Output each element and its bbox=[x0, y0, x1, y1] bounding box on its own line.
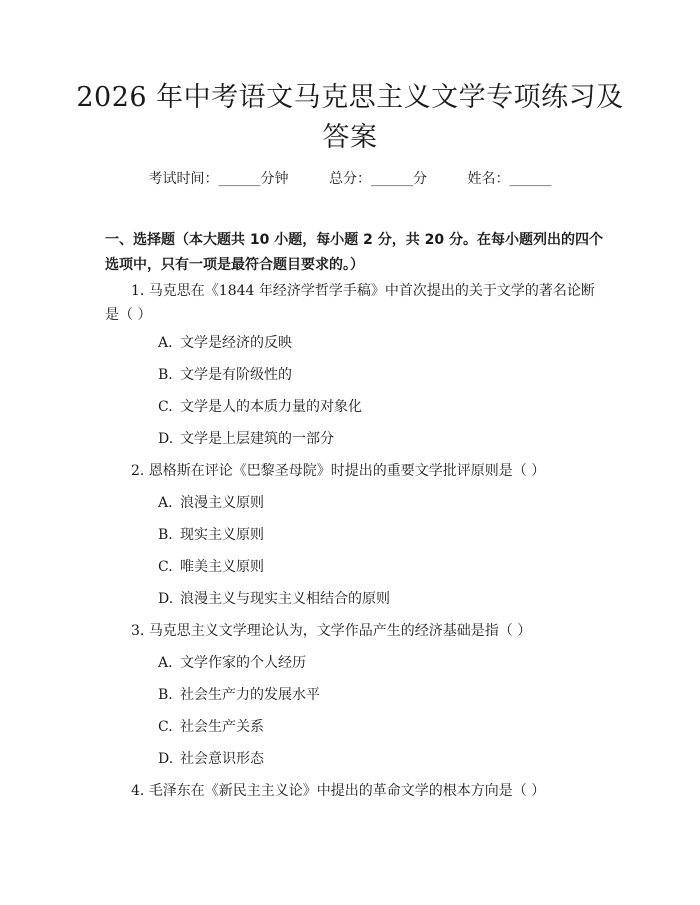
option-text: 唯美主义原则 bbox=[180, 559, 264, 575]
question-text: 马克思在《1844 年经济学哲学手稿》中首次提出的关于文学的著名论断是（ ） bbox=[105, 283, 595, 323]
option-3b bbox=[158, 685, 320, 705]
option-1d bbox=[158, 429, 334, 449]
question-4 bbox=[105, 779, 605, 803]
option-letter: D. bbox=[158, 751, 174, 767]
option-text: 文学是有阶级性的 bbox=[180, 367, 292, 383]
total-score: 总分：______分 bbox=[329, 171, 427, 187]
option-text: 浪漫主义原则 bbox=[180, 495, 264, 511]
option-text: 社会意识形态 bbox=[180, 751, 264, 767]
exam-meta bbox=[0, 168, 700, 188]
title-line-2: 答案 bbox=[322, 122, 378, 153]
option-text: 文学是经济的反映 bbox=[180, 335, 292, 351]
question-1 bbox=[105, 279, 605, 327]
option-1b bbox=[158, 365, 292, 385]
option-letter: A. bbox=[158, 335, 173, 351]
question-number: 4. bbox=[131, 783, 145, 799]
question-3 bbox=[105, 619, 605, 643]
option-text: 浪漫主义与现实主义相结合的原则 bbox=[180, 591, 390, 607]
option-text: 现实主义原则 bbox=[180, 527, 264, 543]
option-text: 社会生产力的发展水平 bbox=[180, 687, 320, 703]
option-3d bbox=[158, 749, 264, 769]
option-text: 文学是人的本质力量的对象化 bbox=[180, 399, 362, 415]
option-letter: A. bbox=[158, 655, 173, 671]
question-number: 3. bbox=[131, 623, 145, 639]
title-line-1: 2026 年中考语文马克思主义文学专项练习及 bbox=[76, 82, 624, 113]
option-letter: C. bbox=[158, 719, 173, 735]
option-3a bbox=[158, 653, 306, 673]
option-text: 社会生产关系 bbox=[180, 719, 264, 735]
option-text: 文学是上层建筑的一部分 bbox=[180, 431, 334, 447]
option-3c bbox=[158, 717, 264, 737]
question-2 bbox=[105, 459, 605, 483]
question-number: 2. bbox=[131, 463, 145, 479]
question-text: 马克思主义文学理论认为，文学作品产生的经济基础是指（ ） bbox=[148, 623, 532, 639]
question-number: 1. bbox=[131, 283, 145, 299]
option-text: 文学作家的个人经历 bbox=[180, 655, 306, 671]
option-letter: C. bbox=[158, 559, 173, 575]
option-letter: C. bbox=[158, 399, 173, 415]
option-letter: D. bbox=[158, 591, 174, 607]
question-text: 恩格斯在评论《巴黎圣母院》时提出的重要文学批评原则是（ ） bbox=[148, 463, 546, 479]
option-letter: A. bbox=[158, 495, 173, 511]
option-letter: B. bbox=[158, 527, 173, 543]
option-letter: B. bbox=[158, 687, 173, 703]
option-2c bbox=[158, 557, 264, 577]
exam-time: 考试时间：______分钟 bbox=[148, 171, 289, 187]
option-letter: B. bbox=[158, 367, 173, 383]
section-heading: 一、选择题（本大题共 10 小题，每小题 2 分，共 20 分。在每小题列出的四个选项中，只有一项是最符合题目要求的。） bbox=[105, 232, 603, 273]
question-text: 毛泽东在《新民主主义论》中提出的革命文学的根本方向是（ ） bbox=[148, 783, 546, 799]
page-title bbox=[0, 78, 700, 158]
option-1c bbox=[158, 397, 362, 417]
option-1a bbox=[158, 333, 292, 353]
option-letter: D. bbox=[158, 431, 174, 447]
student-name: 姓名：______ bbox=[467, 171, 552, 187]
option-2a bbox=[158, 493, 264, 513]
option-2b bbox=[158, 525, 264, 545]
option-2d bbox=[158, 589, 390, 609]
